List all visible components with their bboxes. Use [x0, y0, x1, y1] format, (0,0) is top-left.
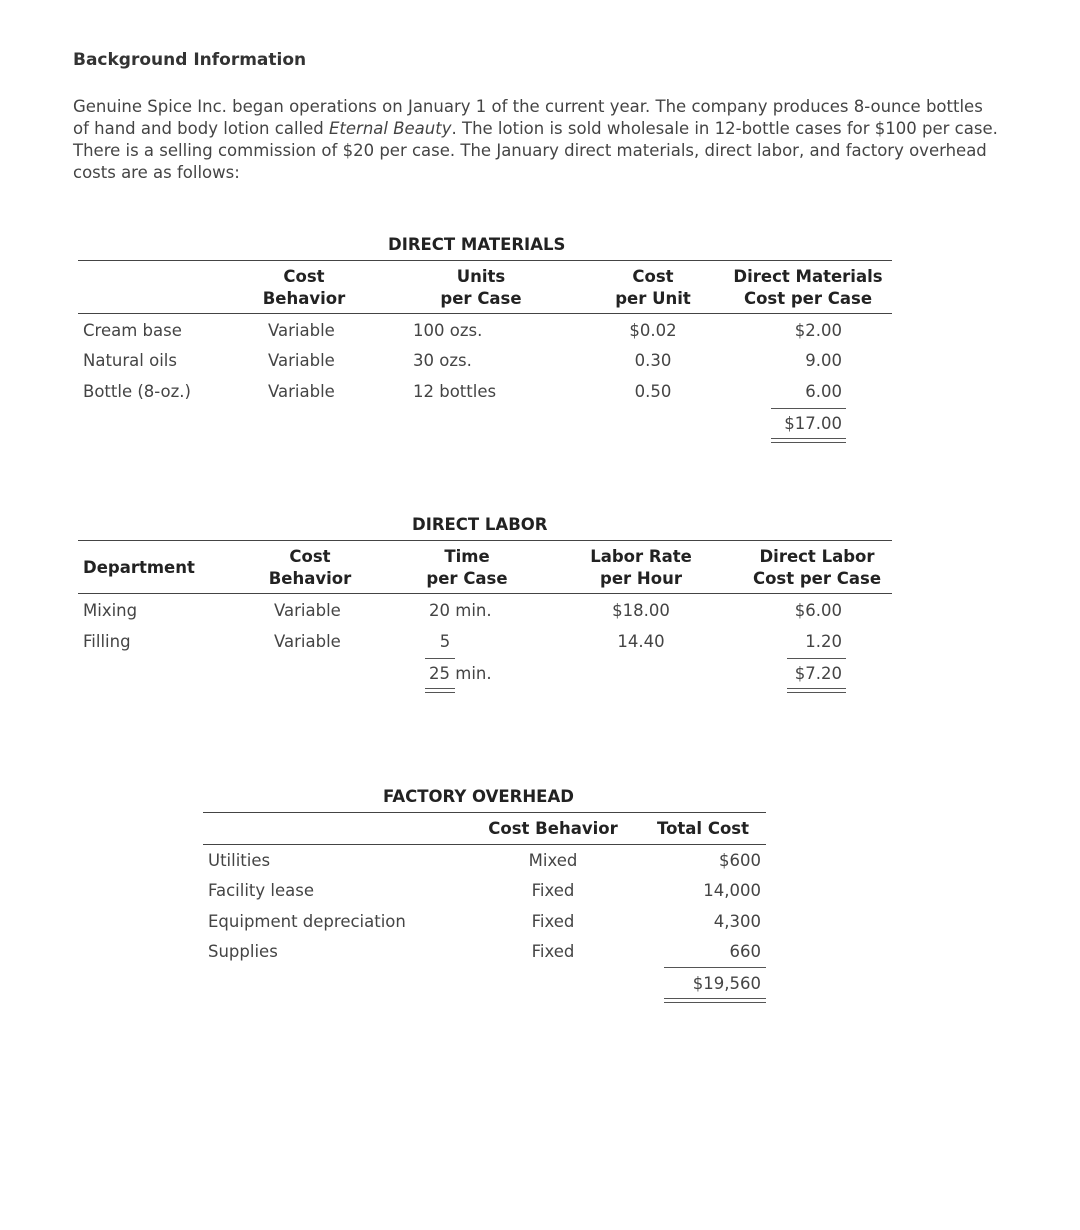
- dl-row-time: 5: [439, 632, 451, 651]
- dm-header-behavior: Cost Behavior: [262, 267, 346, 308]
- dl-row-behavior: Variable: [274, 601, 341, 620]
- fo-header-rule: [203, 844, 766, 845]
- fo-header-total: Total Cost: [657, 819, 749, 838]
- fo-row-total: 660: [729, 942, 761, 961]
- fo-header-behavior: Cost Behavior: [488, 819, 618, 838]
- dl-total-cost: $7.20: [794, 664, 842, 683]
- dm-row-cost-unit: 0.50: [634, 382, 672, 401]
- fo-total: $19,560: [692, 974, 761, 993]
- dm-row-units: 100 ozs.: [413, 321, 483, 340]
- dl-header-department: Department: [83, 558, 195, 577]
- fo-row-behavior: Mixed: [528, 851, 578, 870]
- dl-row-rate: $18.00: [612, 601, 670, 620]
- dm-header-cost-unit: Cost per Unit: [615, 267, 691, 308]
- dl-header-time: Time per Case: [426, 547, 508, 588]
- dl-row-cost-case: $6.00: [794, 601, 842, 620]
- dl-time-double-rule: [425, 688, 455, 693]
- dm-total-double-rule: [771, 438, 846, 443]
- dm-header-units: Units per Case: [440, 267, 522, 308]
- dl-row-cost-case: 1.20: [805, 632, 842, 651]
- fo-row-item: Facility lease: [208, 881, 314, 900]
- dl-row-time: 20 min.: [429, 601, 492, 620]
- intro-text-2: . The lotion is sold wholesale in 12-bottle cases for $100 per case. There is a selling commission of $20 per case. The January direct materials, direct labor, and factory overhead costs are as follows:: [73, 119, 998, 182]
- dl-cost-subtotal-rule: [787, 658, 846, 659]
- intro-text-1: Genuine Spice Inc. began operations on January 1 of the current year. The company produces 8-ounce bottles of hand and body lotion called: [73, 97, 983, 138]
- dl-header-rate: Labor Rate per Hour: [590, 547, 692, 588]
- dl-top-rule: [78, 540, 892, 541]
- fo-row-item: Supplies: [208, 942, 278, 961]
- fo-row-behavior: Fixed: [531, 942, 575, 961]
- factory-overhead-title: FACTORY OVERHEAD: [383, 787, 574, 806]
- fo-row-behavior: Fixed: [531, 912, 575, 931]
- dl-header-rule: [78, 593, 892, 594]
- fo-subtotal-rule: [664, 967, 766, 968]
- dm-row-units: 30 ozs.: [413, 351, 472, 370]
- dm-header-rule: [78, 313, 892, 314]
- dm-row-cost-case: 6.00: [805, 382, 842, 401]
- dl-row-rate: 14.40: [617, 632, 665, 651]
- dm-subtotal-rule: [771, 408, 846, 409]
- dm-row-units: 12 bottles: [413, 382, 497, 401]
- dm-row-item: Cream base: [83, 321, 182, 340]
- dm-row-cost-unit: $0.02: [629, 321, 677, 340]
- dm-header-cost-case: Direct Materials Cost per Case: [733, 267, 883, 308]
- fo-row-behavior: Fixed: [531, 881, 575, 900]
- dm-row-cost-case: 9.00: [805, 351, 842, 370]
- direct-labor-title: DIRECT LABOR: [412, 515, 548, 534]
- fo-total-double-rule: [664, 998, 766, 1003]
- dl-header-cost-case: Direct Labor Cost per Case: [752, 547, 882, 588]
- product-name: Eternal Beauty: [328, 119, 452, 138]
- dl-header-behavior: Cost Behavior: [268, 547, 352, 588]
- dm-row-item: Bottle (8-oz.): [83, 382, 191, 401]
- dl-row-department: Filling: [83, 632, 131, 651]
- fo-row-total: 14,000: [703, 881, 761, 900]
- dl-time-subtotal-rule: [425, 658, 455, 659]
- dl-total-time: 25 min.: [429, 664, 492, 683]
- dm-row-item: Natural oils: [83, 351, 177, 370]
- direct-materials-title: DIRECT MATERIALS: [388, 235, 566, 254]
- fo-row-total: 4,300: [713, 912, 761, 931]
- dm-row-cost-unit: 0.30: [634, 351, 672, 370]
- dm-row-behavior: Variable: [268, 321, 335, 340]
- dl-cost-double-rule: [787, 688, 846, 693]
- dl-row-behavior: Variable: [274, 632, 341, 651]
- dm-top-rule: [78, 260, 892, 261]
- fo-row-item: Equipment depreciation: [208, 912, 406, 931]
- fo-top-rule: [203, 812, 766, 813]
- fo-row-item: Utilities: [208, 851, 271, 870]
- dm-total: $17.00: [784, 414, 842, 433]
- fo-row-total: $600: [719, 851, 761, 870]
- dm-row-behavior: Variable: [268, 382, 335, 401]
- dl-row-department: Mixing: [83, 601, 138, 620]
- intro-paragraph: [73, 96, 1003, 184]
- page-title: Background Information: [73, 50, 307, 70]
- dm-row-cost-case: $2.00: [794, 321, 842, 340]
- dm-row-behavior: Variable: [268, 351, 335, 370]
